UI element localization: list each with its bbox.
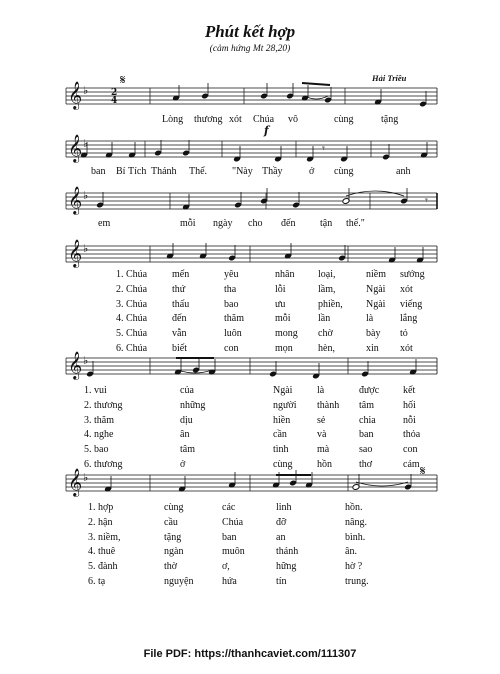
verse-syllable: 4. nghe (84, 429, 114, 441)
verse-syllable: chia (359, 414, 376, 426)
verse-syllable: mến (172, 269, 190, 280)
verse-syllable: xót (400, 283, 413, 295)
verse-syllable: lần (318, 313, 331, 325)
verse-syllable: thơ (359, 459, 373, 470)
verse-syllable: chờ (318, 328, 333, 340)
verse-syllable: nguyện (164, 576, 194, 587)
slur (305, 96, 328, 99)
verse-syllable: đỡ (276, 516, 287, 528)
verse-syllable: cần (273, 429, 287, 441)
verses-block3-line (0, 532, 500, 545)
verse-syllable: 1. vui (84, 385, 107, 396)
verse-syllable: hứa (222, 576, 237, 587)
verse-syllable: lắng (400, 313, 418, 325)
verse-syllable: 6. tạ (88, 576, 106, 587)
verse-syllable: sẻ (317, 414, 326, 426)
verse-syllable: tín (276, 576, 287, 587)
verse-syllable: 1. hợp (88, 502, 114, 513)
verse-syllable: hờ ? (345, 561, 363, 573)
lyric-syllable: đến (281, 218, 296, 229)
verse-syllable: hững (276, 561, 297, 573)
verses-block1-line (0, 313, 500, 326)
verse-syllable: là (317, 385, 325, 396)
verses-block3-line (0, 546, 500, 559)
eighth-rest-icon: 𝄾 (322, 142, 325, 155)
verse-syllable: tâm (180, 444, 195, 456)
flat-key-signature-icon: ♭ (83, 471, 89, 484)
lyric-syllable: xót (229, 114, 242, 125)
treble-clef-icon: 𝄞 (68, 351, 83, 379)
flat-key-signature-icon: ♭ (83, 354, 89, 367)
verses-block2-line (0, 415, 500, 428)
verse-syllable: ban (222, 531, 237, 543)
verse-syllable: bình. (345, 531, 366, 543)
lyric-syllable: tận (320, 218, 333, 229)
verse-syllable: 2. hận (88, 516, 113, 528)
verse-syllable: người (273, 399, 297, 411)
lyric-syllable: ngày (213, 218, 233, 229)
lyric-syllable: vô (288, 114, 298, 125)
verse-syllable: 5. bao (84, 444, 109, 456)
verse-syllable: lầm, (318, 283, 336, 295)
verse-syllable: tha (224, 283, 237, 295)
verse-syllable: linh (276, 502, 292, 513)
verses-block2-line (0, 385, 500, 398)
verse-syllable: nỗi (403, 414, 416, 426)
verse-syllable: cùng (164, 502, 184, 513)
verses-block2-line (0, 429, 500, 442)
verse-syllable: nhân (275, 269, 295, 280)
verse-syllable: là (366, 313, 374, 325)
lyric-syllable: em (98, 218, 111, 229)
verse-syllable: nâng. (345, 516, 367, 528)
verse-syllable: mọn (275, 343, 293, 354)
verse-syllable: hèn, (318, 343, 335, 354)
verse-syllable: đến (172, 313, 187, 325)
verse-syllable: thấu (172, 298, 190, 310)
verses-block1-line (0, 284, 500, 297)
verses-block1-line (0, 299, 500, 312)
footer-link[interactable]: File PDF: https://thanhcaviet.com/111307 (143, 648, 357, 660)
verse-syllable: thánh (276, 546, 299, 558)
verse-syllable: 5. Chúa (116, 328, 148, 340)
verse-syllable: mỗi (275, 313, 291, 325)
verse-syllable: viếng (400, 298, 423, 310)
time-signature-top: 2 (111, 88, 118, 98)
dynamic-forte-mark: f (264, 124, 269, 137)
verses-block1-line (0, 328, 500, 341)
verse-syllable: Ngài (366, 283, 386, 295)
verse-syllable: con (224, 343, 239, 354)
verse-syllable: bày (366, 328, 381, 340)
verse-syllable: hiền (273, 414, 291, 426)
verse-syllable: sướng (400, 269, 425, 280)
verse-syllable: thăm (224, 313, 244, 325)
slur (346, 191, 404, 196)
verse-syllable: ngàn (164, 546, 184, 558)
lyric-syllable: Tích (128, 166, 147, 177)
verse-syllable: trung. (345, 576, 369, 587)
verse-syllable: ân (180, 429, 190, 441)
verse-syllable: ban (359, 429, 374, 441)
lyric-syllable: anh (396, 166, 411, 177)
verses-block2-line (0, 444, 500, 457)
verse-syllable: 1. Chúa (116, 269, 148, 280)
verse-syllable: thờ (164, 561, 178, 573)
treble-clef-icon: 𝄞 (68, 134, 83, 162)
segno-icon: 𝄋 (420, 464, 426, 479)
treble-clef-icon: 𝄞 (68, 239, 83, 267)
treble-clef-icon: 𝄞 (68, 468, 83, 496)
verse-syllable: 6. thương (84, 459, 123, 470)
verse-syllable: mà (317, 444, 330, 456)
verse-syllable: Ngài (366, 298, 386, 310)
verse-syllable: vẫn (172, 328, 187, 340)
verse-syllable: con (403, 444, 418, 456)
verse-syllable: cùng (273, 459, 293, 470)
verse-syllable: cảm (403, 459, 420, 470)
verse-syllable: thỏa (403, 429, 421, 441)
verse-syllable: mong (275, 328, 298, 340)
composer-name: Hải Triều (372, 73, 407, 83)
treble-clef-icon: 𝄞 (68, 81, 83, 109)
lyric-syllable: "Này (232, 166, 253, 177)
lyric-syllable: ban (91, 166, 106, 177)
verse-syllable: và (317, 429, 327, 441)
verse-syllable: 2. thương (84, 399, 123, 411)
flat-key-signature-icon: ♭ (83, 242, 89, 255)
lyrics-refrain-line1 (0, 114, 500, 128)
verse-syllable: phiền, (318, 298, 343, 310)
lyrics-refrain-line2 (0, 166, 500, 180)
verse-syllable: 2. Chúa (116, 283, 148, 295)
verse-syllable: cầu (164, 516, 178, 528)
lyric-syllable: ở (309, 166, 315, 177)
verses-block2-line (0, 400, 500, 413)
verse-syllable: Chúa (222, 516, 244, 528)
verse-syllable: sao (359, 444, 373, 456)
verses-block2-line (0, 459, 500, 472)
lyric-syllable: Chúa (253, 114, 275, 125)
lyric-syllable: cho (248, 218, 263, 229)
verse-syllable: những (180, 399, 206, 411)
verse-syllable: ân. (345, 546, 357, 558)
verse-syllable: biết (172, 343, 187, 354)
lyric-syllable: Thánh (151, 166, 177, 177)
segno-icon: 𝄋 (120, 73, 126, 88)
verse-syllable: hối (403, 399, 416, 411)
lyric-syllable: Thể. (189, 166, 208, 177)
verses-block3-line (0, 576, 500, 589)
lyric-syllable: mỗi (180, 218, 196, 229)
verses-block1-line (0, 269, 500, 282)
verse-syllable: muôn (222, 546, 245, 558)
treble-clef-icon: 𝄞 (68, 186, 83, 214)
verse-syllable: 3. thăm (84, 414, 114, 426)
verse-syllable: 4. Chúa (116, 313, 148, 325)
verse-syllable: luôn (224, 328, 242, 340)
verses-block3-line (0, 561, 500, 574)
lyric-syllable: thương (194, 114, 223, 125)
verse-syllable: 6. Chúa (116, 343, 148, 354)
verse-syllable: lỗi (275, 283, 286, 295)
lyric-syllable: Lòng (162, 114, 184, 125)
verse-syllable: xin (366, 343, 379, 354)
verse-syllable: kết (403, 385, 416, 396)
lyric-syllable: Bí (116, 166, 126, 177)
verse-syllable: Ngài (273, 385, 293, 396)
verse-syllable: tỏ (400, 328, 408, 340)
verse-syllable: hồn. (345, 502, 363, 513)
verse-syllable: của (180, 385, 194, 396)
flat-key-signature-icon: ♭ (83, 84, 89, 97)
lyric-syllable: Thầy (262, 166, 283, 177)
flat-key-signature-icon: ♭ (83, 137, 89, 150)
lyric-syllable: cùng (334, 166, 354, 177)
slur (356, 482, 408, 486)
flat-key-signature-icon: ♭ (83, 189, 89, 202)
time-signature-bottom: 4 (111, 96, 118, 106)
verse-syllable: 5. đành (88, 561, 118, 573)
verse-syllable: ở (180, 459, 186, 470)
song-title: Phút kết hợp (204, 22, 296, 41)
verses-block3-line (0, 502, 500, 515)
verse-syllable: được (359, 385, 380, 396)
lyric-syllable: thế." (346, 218, 365, 229)
verse-syllable: ưu (275, 298, 286, 310)
verse-syllable: hồn (317, 459, 332, 470)
verse-syllable: loại, (318, 269, 336, 280)
verse-syllable: yêu (224, 269, 239, 280)
lyrics-refrain-line3 (0, 218, 500, 232)
verse-syllable: tặng (164, 531, 182, 543)
note-beam (302, 83, 330, 85)
lyric-syllable: cùng (334, 114, 354, 125)
verses-block1-line (0, 343, 500, 356)
eighth-rest-icon: 𝄾 (425, 194, 428, 207)
verse-syllable: 3. niềm, (88, 531, 121, 543)
lyric-syllable: tặng (381, 114, 399, 125)
verse-syllable: 3. Chúa (116, 298, 148, 310)
verse-syllable: ơ, (222, 561, 230, 573)
verse-syllable: tâm (359, 399, 374, 411)
verse-syllable: dịu (180, 414, 193, 426)
verse-syllable: niềm (366, 269, 386, 280)
verse-syllable: thành (317, 399, 340, 411)
verse-syllable: tình (273, 444, 289, 456)
song-subtitle: (cảm hứng Mt 28,20) (209, 44, 291, 54)
verse-syllable: thứ (172, 283, 186, 295)
verse-syllable: các (222, 502, 236, 513)
verse-syllable: 4. thuê (88, 546, 116, 558)
verse-syllable: bao (224, 298, 239, 310)
verses-block3-line (0, 517, 500, 530)
verse-syllable: an (276, 531, 286, 543)
verse-syllable: xót (400, 343, 413, 354)
